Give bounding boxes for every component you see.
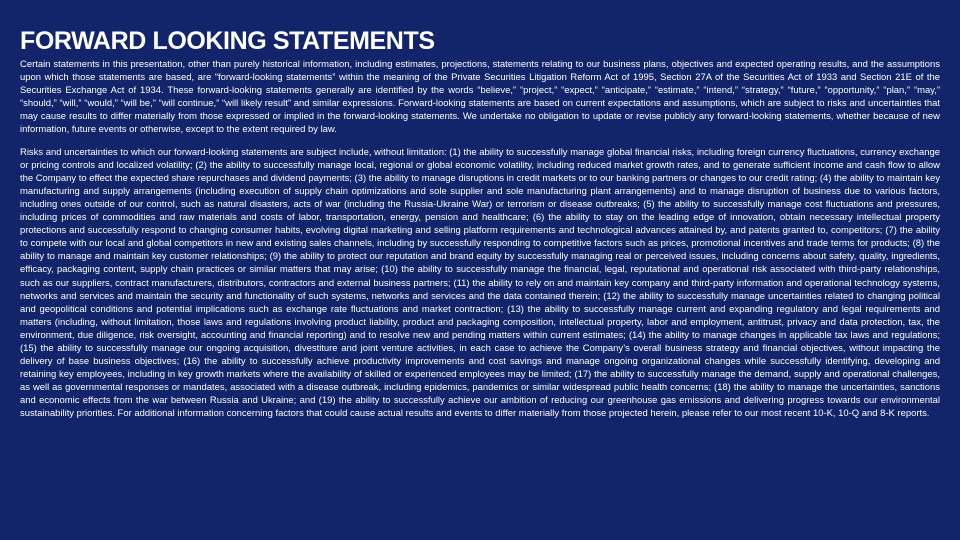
slide-title: FORWARD LOOKING STATEMENTS: [20, 27, 435, 55]
intro-paragraph: Certain statements in this presentation, other than purely historical information, including estimates, projections, statements relating to our business plans, objectives and expected operating results, and the assumptions upon which those statements are based, are “forward-looking statements” within the meaning of the Private Securities Litigation Reform Act of 1995, Section 27A of the Securities Act of 1933 and Section 21E of the Securities Exchange Act of 1934. These forward-looking statements generally are identified by the words “believe,” “project,” “expect,” “anticipate,” “estimate,” “intend,” “strategy,” “future,” “opportunity,” “plan,” “may,” “should,” “will,” “would,” “will be,” “will continue,” “will likely result” and similar expressions. Forward-looking statements are based on current expectations and assumptions, which are subject to risks and uncertainties that may cause results to differ materially from those expressed or implied in the forward-looking statements. We undertake no obligation to update or revise publicly any forward-looking statements, whether because of new information, future events or otherwise, except to the extent required by law.: [20, 59, 940, 136]
risks-paragraph: Risks and uncertainties to which our forward-looking statements are subject include, without limitation: (1) the ability to successfully manage global financial risks, including foreign currency fluctuations, currency exchange or pricing controls and localized volatility; (2) the ability to successfully manage local, regional or global economic volatility, including reduced market growth rates, and to generate sufficient income and cash flow to allow the Company to effect the expected share repurchases and dividend payments; (3) the ability to manage disruptions in credit markets or to our banking partners or changes to our credit rating; (4) the ability to maintain key manufacturing and supply arrangements (including execution of supply chain optimizations and sole supplier and sole manufacturing plant arrangements) and to manage disruption of business due to various factors, including ones outside of our control, such as natural disasters, acts of war (including the Russia-Ukraine War) or terrorism or disease outbreaks; (5) the ability to successfully manage cost fluctuations and pressures, including prices of commodities and raw materials and costs of labor, transportation, energy, pension and healthcare; (6) the ability to stay on the leading edge of innovation, obtain necessary intellectual property protections and successfully respond to changing consumer habits, evolving digital marketing and selling platform requirements and technological advances attained by, and patents granted to, competitors; (7) the ability to compete with our local and global competitors in new and existing sales channels, including by successfully responding to competitive factors such as prices, promotional incentives and trade terms for products; (8) the ability to manage and maintain key customer relationships; (9) the ability to protect our reputation and brand equity by successfully managing real or perceived issues, including concerns about safety, quality, ingredients, efficacy, packaging content, supply chain practices or similar matters that may arise; (10) the ability to successfully manage the financial, legal, reputational and operational risk associated with third-party relationships, such as our suppliers, contract manufacturers, distributors, contractors and external business partners; (11) the ability to rely on and maintain key company and third-party information and operational technology systems, networks and services and maintain the security and functionality of such systems, networks and services and the data contained therein; (12) the ability to successfully manage uncertainties related to changing political and geopolitical conditions and potential implications such as exchange rate fluctuations and market contraction; (13) the ability to successfully manage current and expanding regulatory and legal requirements and matters (including, without limitation, those laws and regulations involving product liability, product and packaging composition, intellectual property, labor and employment, antitrust, privacy and data protection, tax, the environment, due diligence, risk oversight, accounting and financial reporting) and to resolve new and pending matters within current estimates; (14) the ability to manage changes in applicable tax laws and regulations; (15) the ability to successfully manage our ongoing acquisition, divestiture and joint venture activities, in each case to achieve the Company’s overall business strategy and financial objectives, without impacting the delivery of base business objectives; (16) the ability to successfully achieve productivity improvements and cost savings and manage ongoing organizational changes while successfully identifying, developing and retaining key employees, including in key growth markets where the availability of skilled or experienced employees may be limited; (17) the ability to successfully manage the demand, supply and operational challenges, as well as governmental responses or mandates, associated with a disease outbreak, including epidemics, pandemics or similar widespread public health concerns; (18) the ability to manage the uncertainties, sanctions and economic effects from the war between Russia and Ukraine; and (19) the ability to successfully achieve our ambition of reducing our greenhouse gas emissions and delivering progress towards our environmental sustainability priorities. For additional information concerning factors that could cause actual results and events to differ materially from those projected herein, please refer to our most recent 10-K, 10-Q and 8-K reports.: [20, 146, 940, 420]
